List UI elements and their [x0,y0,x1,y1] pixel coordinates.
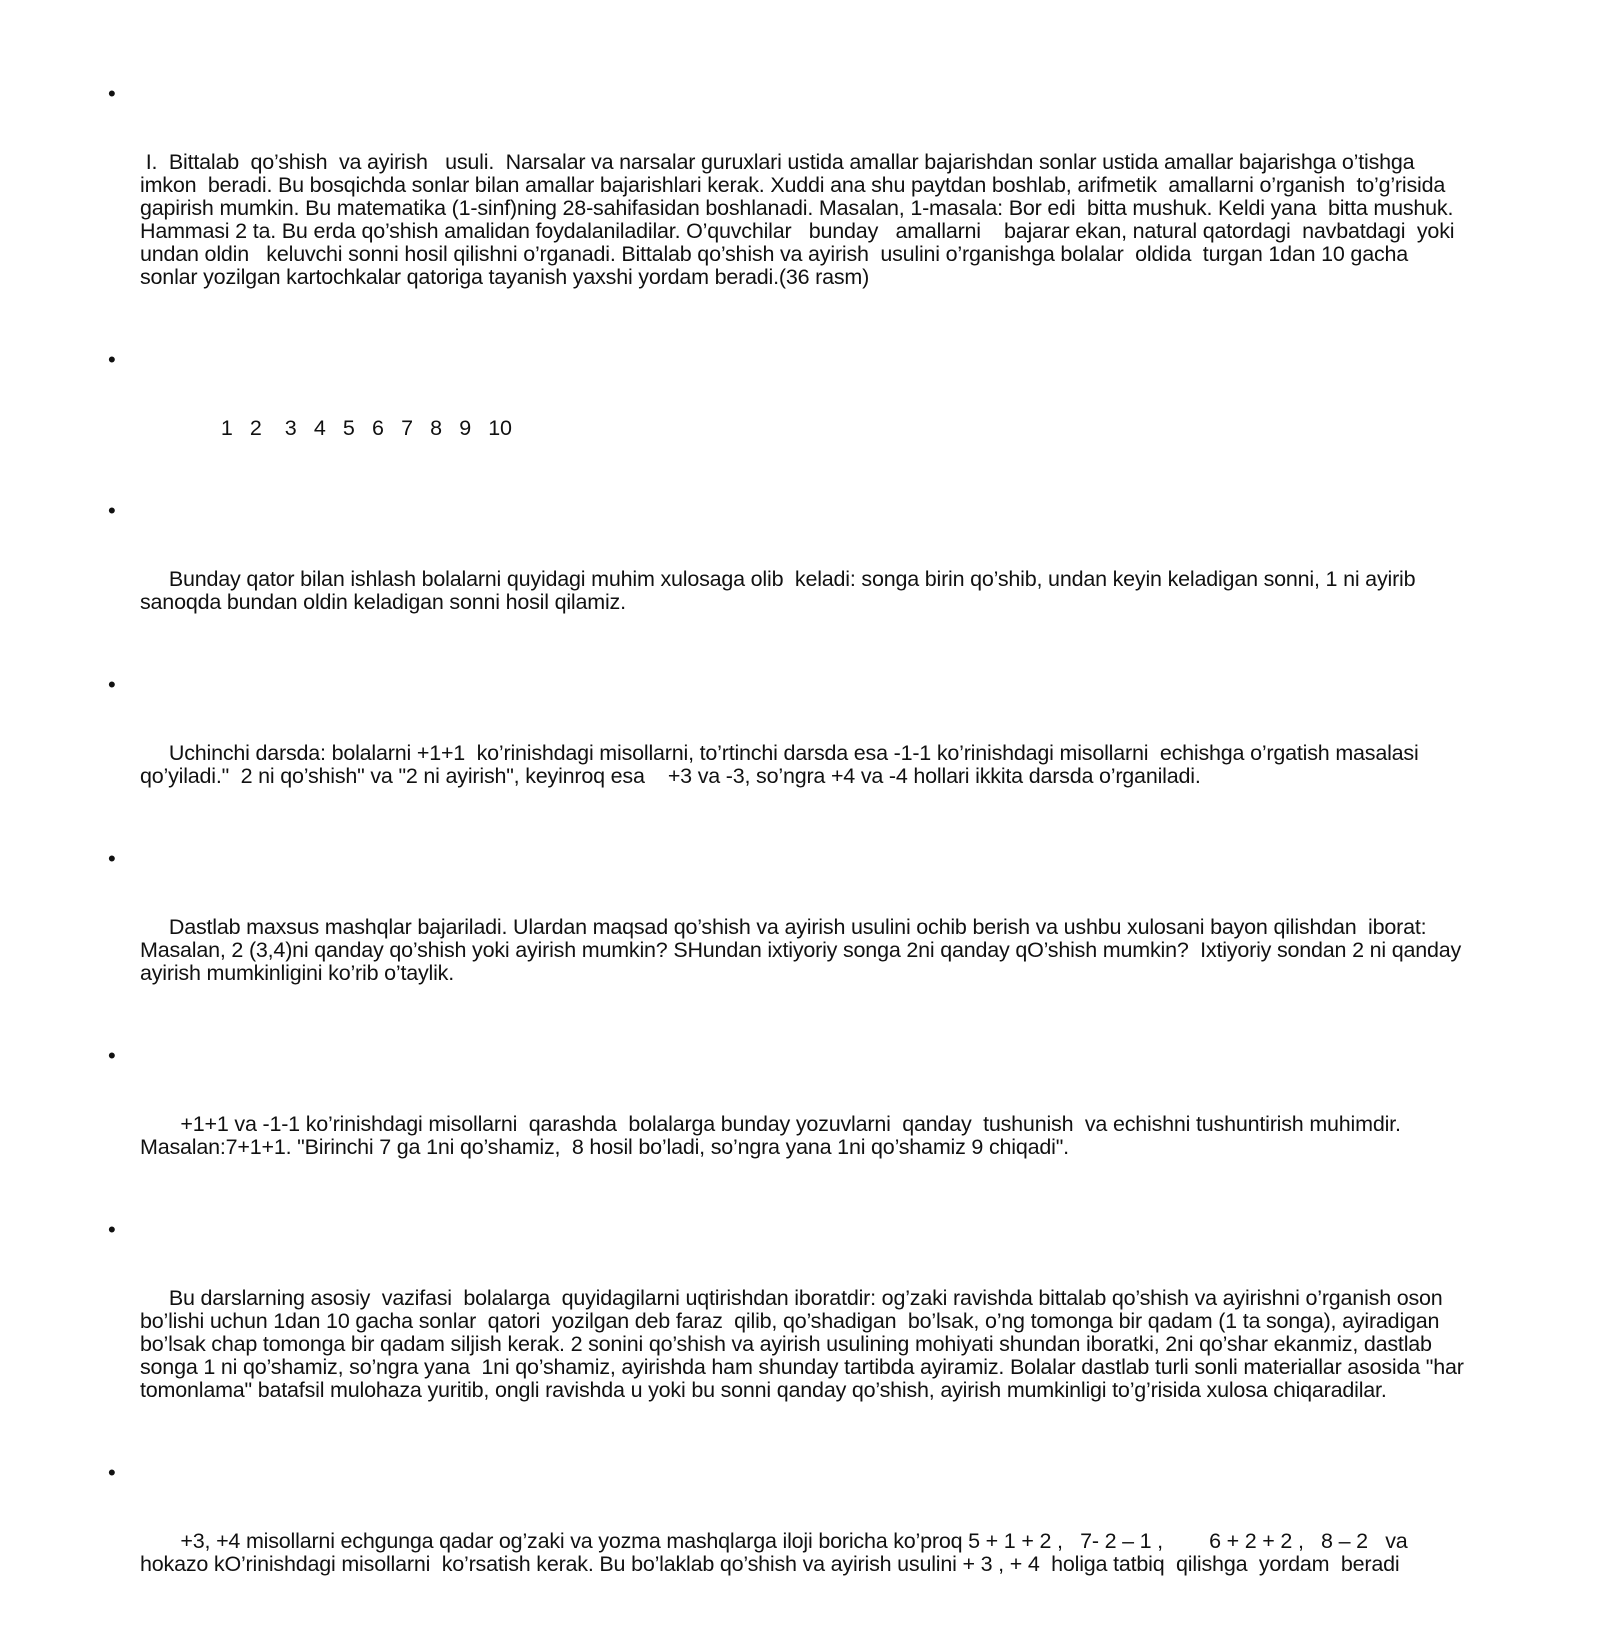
bullet-text: Bunday qator bilan ishlash bolalarni quyidagi muhim xulosaga olib keladi: songa birin qo’shib, undan keyin keladigan sonni, 1 ni ayirib sanoqda bundan oldin keladigan sonni hosil qilamiz. [140,567,1422,614]
bullet-text: Bu darslarning asosiy vazifasi bolalarga quyidagilarni uqtirishdan iboratdir: og’zaki ravishda bittalab qo’shish va ayirishni o’rganish oson bo’lishi uchun 1dan 10 gacha sonlar qatori yozilgan deb faraz qilib, qo’shadigan bo’lsak, o’ng tomonga bir qadam (1 ta songa), ayiradigan bo’lsak chap tomonga bir qadam siljish kerak. 2 sonini qo’shish va ayirish usulining mohiyati shundan iboratki, 2ni qo’shar ekanmiz, dastlab songa 1 ni qo’shamiz, so’ngra yana 1ni qo’shamiz, ayirishda ham shunday tartibda ayiramiz. Bolalar dastlab turli sonli materiallar asosida "har tomonlama" batafsil mulohaza yuritib, ongli ravishda u yoki bu sonni qanday qo’shish, ayirish mumkinligi to’g’risida xulosa chiqaradilar. [140,1286,1470,1402]
bullet-text: Dastlab maxsus mashqlar bajariladi. Ulardan maqsad qo’shish va ayirish usulini ochib berish va ushbu xulosani bayon qilishdan iborat: Masalan, 2 (3,4)ni qanday qo’shish yoki ayirish mumkin? SHundan ixtiyoriy songa 2ni qanday qO’shish mumkin? Ixtiyoriy sondan 2 ni qanday ayirish mumkinligini ko’rib o’taylik. [140,915,1467,985]
bullet-icon: • [108,81,116,106]
bullet-item-number-row [108,348,1468,486]
bullet-icon: • [108,498,116,523]
bullet-icon: • [108,1460,116,1485]
bullet-text: +1+1 va -1-1 ko’rinishdagi misollarni qarashda bolalarga bunday yozuvlarni qanday tushunish va echishni tushuntirish muhimdir. Masalan:7+1+1. "Birinchi 7 ga 1ni qo’shamiz, 8 hosil bo’ladi, so’ngra yana 1ni qo’shamiz 9 chiqadi". [140,1112,1407,1159]
bullet-item-main-task [108,1218,1468,1448]
bullet-item-lessons [108,673,1468,834]
bullet-icon: • [108,672,116,697]
bullet-icon: • [108,846,116,871]
bullet-text: I. Bittalab qo’shish va ayirish usuli. Narsalar va narsalar guruxlari ustida amallar bajarishdan sonlar ustida amallar bajarishga o’tishga imkon beradi. Bu bosqichda sonlar bilan amallar bajarishlari kerak. Xuddi ana shu paytdan boshlab, arifmetik amallarni o’rganish to’g’risida gapirish mumkin. Bu matematika (1-sinf)ning 28-sahifasidan boshlanadi. Masalan, 1-masala: Bor edi bitta mushuk. Keldi yana bitta mushuk. Hammasi 2 ta. Bu erda qo’shish amalidan foydalaniladilar. O’quvchilar bunday amallarni bajarar ekan, natural qatordagi navbatdagi yoki undan oldin keluvchi sonni hosil qilishni o’rganadi. Bittalab qo’shish va ayirish usulini o’rganishga bolalar oldida turgan 1dan 10 gacha sonlar yozilgan kartochkalar qatoriga tayanish yaxshi yordam beradi.(36 rasm) [140,150,1466,289]
bullet-item-method-intro [108,82,1468,335]
bullet-icon: • [108,1043,116,1068]
bullet-item-conclusion [108,499,1468,660]
bullet-item-practice [108,1461,1468,1622]
bullet-text: 1 2 3 4 5 6 7 8 9 10 [140,416,512,440]
bullet-item-examples [108,1044,1468,1205]
bullet-text: +3, +4 misollarni echgunga qadar og’zaki va yozma mashqlarga iloji boricha ko’proq 5 + 1 + 2 , 7- 2 – 1 , 6 + 2 + 2 , 8 – 2 va hokazo kO’rinishdagi misollarni ko’rsatish kerak. Bu bo’laklab qo’shish va ayirish usulini + 3 , + 4 holiga tatbiq qilishga yordam beradi [140,1529,1414,1576]
bullet-icon: • [108,1217,116,1242]
bullet-text: Uchinchi darsda: bolalarni +1+1 ko’rinishdagi misollarni, to’rtinchi darsda esa -1-1 ko’rinishdagi misollarni echishga o’rgatish masalasi qo’yiladi." 2 ni qo’shish" va "2 ni ayirish", keyinroq esa +3 va -3, so’ngra +4 va -4 hollari ikkita darsda o’rganiladi. [140,741,1425,788]
bullet-item-exercises [108,847,1468,1031]
bullet-list [108,82,1468,1635]
bullet-icon: • [108,347,116,372]
